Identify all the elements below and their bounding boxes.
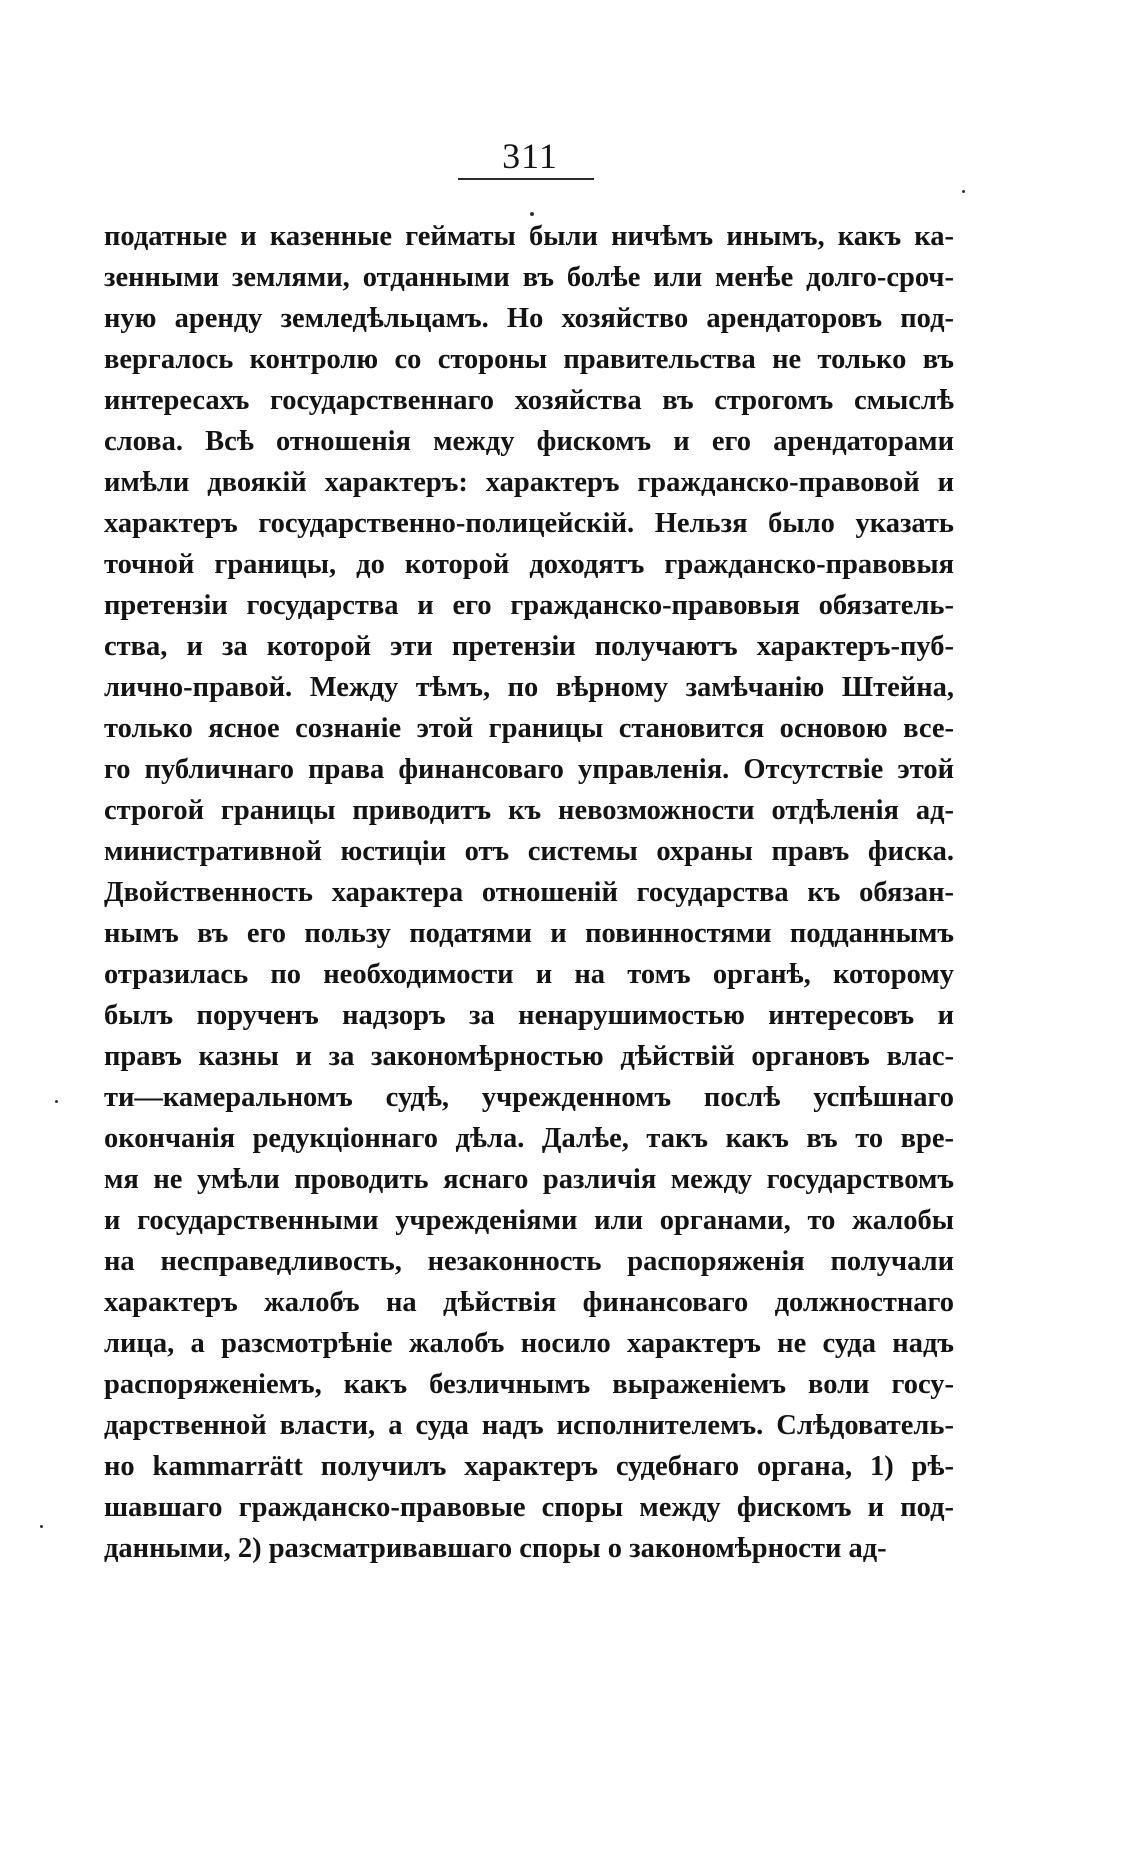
print-speck bbox=[55, 1100, 58, 1103]
text-line: правъ казны и за закономѣрностью дѣйствій органовъ влас- bbox=[104, 1041, 954, 1072]
text-line: точной границы, до которой доходятъ гражданско-правовыя bbox=[104, 549, 954, 580]
text-line: лица, а разсмотрѣніе жалобъ носило характеръ не суда надъ bbox=[104, 1328, 954, 1359]
text-line: данными, 2) разсматривавшаго споры о закономѣрности ад- bbox=[104, 1533, 887, 1564]
text-line: но kammarrätt получилъ характеръ судебнаго органа, 1) рѣ- bbox=[104, 1451, 954, 1482]
text-line: го публичнаго права финансоваго управленія. Отсутствіе этой bbox=[104, 754, 954, 785]
text-line: зенными землями, отданными въ болѣе или менѣе долго-сроч- bbox=[104, 262, 954, 293]
text-line: претензіи государства и его гражданско-правовыя обязатель- bbox=[104, 590, 954, 621]
text-line: имѣли двоякій характеръ: характеръ гражданско-правовой и bbox=[104, 467, 954, 498]
text-line: ства, и за которой эти претензіи получаютъ характеръ-пуб- bbox=[104, 631, 954, 662]
text-line: отразилась по необходимости и на томъ органѣ, которому bbox=[104, 959, 954, 990]
text-line: только ясное сознаніе этой границы становится основою все- bbox=[104, 713, 954, 744]
text-line: шавшаго гражданско-правовые споры между фискомъ и под- bbox=[104, 1492, 954, 1523]
text-line: Двойственность характера отношеній государства къ обязан- bbox=[104, 877, 954, 908]
text-line: на несправедливость, незаконность распоряженія получали bbox=[104, 1246, 954, 1277]
page-number-rule bbox=[458, 178, 594, 180]
text-line: ти—камеральномъ судѣ, учрежденномъ послѣ успѣшнаго bbox=[104, 1082, 954, 1113]
text-line: мя не умѣли проводить яснаго различія между государствомъ bbox=[104, 1164, 954, 1195]
text-line: вергалось контролю со стороны правительства не только въ bbox=[104, 344, 954, 375]
print-speck bbox=[40, 1525, 43, 1528]
text-line: дарственной власти, а суда надъ исполнителемъ. Слѣдователь- bbox=[104, 1410, 954, 1441]
text-line: и государственными учрежденіями или органами, то жалобы bbox=[104, 1205, 954, 1236]
page-number: 311 bbox=[502, 136, 558, 176]
text-line: податные и казенные гейматы были ничѣмъ инымъ, какъ ка- bbox=[104, 221, 954, 252]
print-speck bbox=[530, 212, 534, 216]
print-speck bbox=[962, 190, 965, 193]
text-line: нымъ въ его пользу податями и повинностями подданнымъ bbox=[104, 918, 954, 949]
text-line: лично-правой. Между тѣмъ, по вѣрному замѣчанію Штейна, bbox=[104, 672, 954, 703]
text-line: интересахъ государственнаго хозяйства въ строгомъ смыслѣ bbox=[104, 385, 954, 416]
text-line: характеръ жалобъ на дѣйствія финансоваго должностнаго bbox=[104, 1287, 954, 1318]
text-line: строгой границы приводитъ къ невозможности отдѣленія ад- bbox=[104, 795, 954, 826]
body-text bbox=[104, 216, 954, 1569]
text-line: былъ порученъ надзоръ за ненарушимостью интересовъ и bbox=[104, 1000, 954, 1031]
text-line: характеръ государственно-полицейскій. Нельзя было указать bbox=[104, 508, 954, 539]
text-line: окончанія редукціоннаго дѣла. Далѣе, такъ какъ въ то вре- bbox=[104, 1123, 954, 1154]
text-line: распоряженіемъ, какъ безличнымъ выраженіемъ воли госу- bbox=[104, 1369, 954, 1400]
text-line: ную аренду земледѣльцамъ. Но хозяйство арендаторовъ под- bbox=[104, 303, 954, 334]
text-line: министративной юстиціи отъ системы охраны правъ фиска. bbox=[104, 836, 954, 867]
text-line: слова. Всѣ отношенія между фискомъ и его арендаторами bbox=[104, 426, 954, 457]
